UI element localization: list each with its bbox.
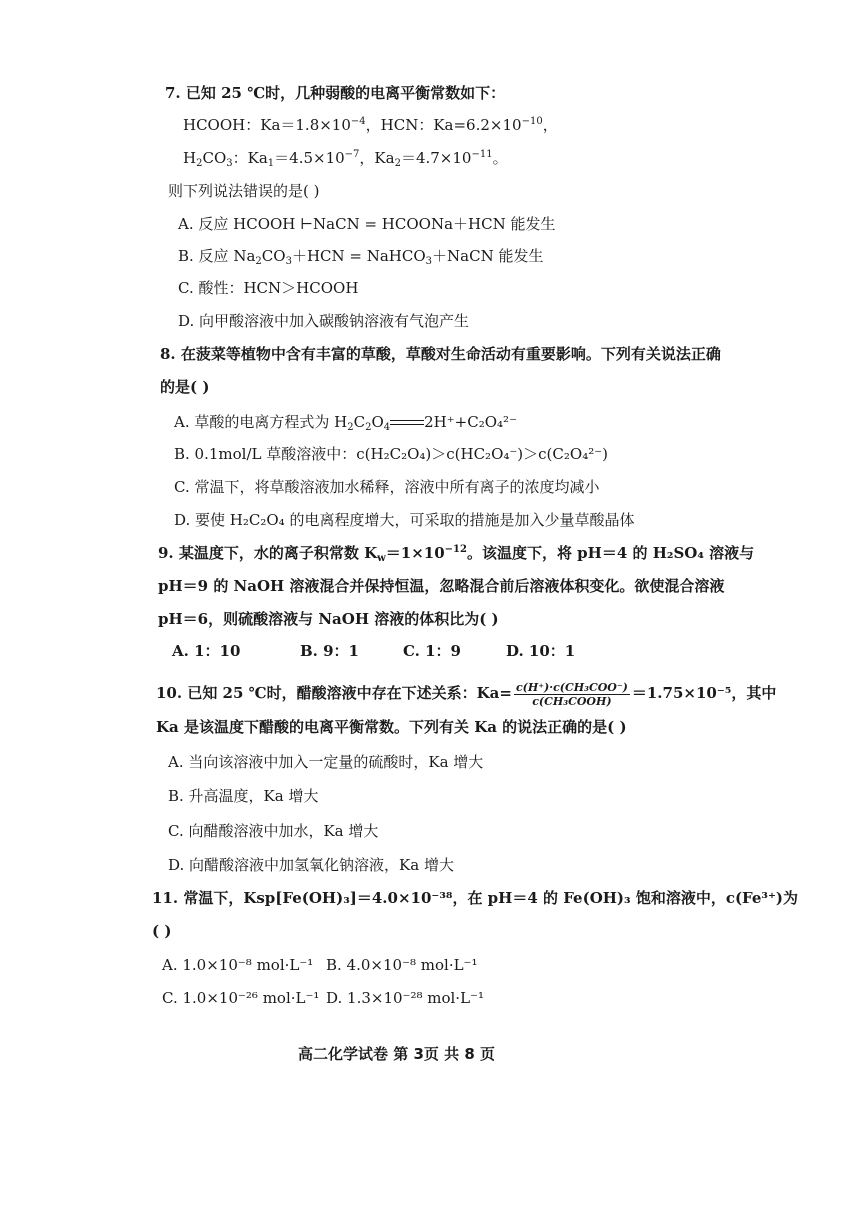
q8-option-a: A. 草酸的电离方程式为 $H_2C_2O_4$ 2H⁺+C₂O₄²⁻ (174, 413, 517, 433)
q7-option-d: D. 向甲酸溶液中加入碳酸钠溶液有气泡产生 (178, 312, 470, 330)
q9-stem-line3: pH＝6，则硫酸溶液与 NaOH 溶液的体积比为( ) (158, 610, 499, 628)
q7-question: 则下列说法错误的是( ) (168, 182, 320, 200)
q11-option-a: A. 1.0×10⁻⁸ mol·L⁻¹ (162, 956, 314, 974)
q7-stem: 7. 已知 25 ℃时，几种弱酸的电离平衡常数如下： (165, 84, 506, 102)
ka-fraction: $\frac{\text{c(H⁺)·c(CH₃COO⁻)}}{\text{c(CH₃COOH)}}$ (515, 680, 628, 708)
q9-stem-line2: pH＝9 的 NaOH 溶液混合并保持恒温，忽略混合前后溶液体积变化。欲使混合溶液 (158, 577, 725, 595)
q9-option-a: A. 1：10 (172, 642, 241, 660)
q10-option-c: C. 向醋酸溶液中加水，Ka 增大 (168, 822, 379, 840)
q7-option-c: C. 酸性：HCN＞HCOOH (178, 279, 359, 297)
q8-option-b: B. 0.1mol/L 草酸溶液中：c(H₂C₂O₄)＞c(HC₂O₄⁻)＞c(C₂O₄²⁻) (174, 445, 608, 463)
q9-option-c: C. 1：9 (403, 642, 461, 660)
q8-stem-line2: 的是( ) (160, 378, 210, 396)
q11-stem-line1: 11. 常温下，Ksp[Fe(OH)₃]＝4.0×10⁻³⁸，在 pH＝4 的 Fe(OH)₃ 饱和溶液中，c(Fe³⁺)为 (152, 889, 799, 907)
q10-option-a: A. 当向该溶液中加入一定量的硫酸时，Ka 增大 (168, 753, 484, 771)
q9-option-b: B. 9：1 (300, 642, 359, 660)
q8-option-c: C. 常温下，将草酸溶液加水稀释，溶液中所有离子的浓度均减小 (174, 478, 600, 496)
q11-option-b: B. 4.0×10⁻⁸ mol·L⁻¹ (326, 956, 478, 974)
q9-stem-line1: 9. 某温度下，水的离子积常数 $K_w=1\times 10^{-12}$。该温度下，将 pH＝4 的 H₂SO₄ 溶液与 (158, 544, 755, 564)
q11-option-d: D. 1.3×10⁻²⁸ mol·L⁻¹ (326, 989, 484, 1007)
q10-stem-line2: Ka 是该温度下醋酸的电离平衡常数。下列有关 Ka 的说法正确的是( ) (156, 718, 627, 736)
q8-stem-line1: 8. 在菠菜等植物中含有丰富的草酸，草酸对生命活动有重要影响。下列有关说法正确 (160, 345, 721, 363)
q7-option-b: B. 反应 $Na_2CO_3+HCN$ = NaHCO$_3$＋NaCN 能发生 (178, 247, 544, 267)
equilibrium-arrow-icon (390, 418, 424, 428)
q7-constants-line2: $H_2CO_3$：$Ka_1=4.5\times 10^{-7}$，$Ka_2=4.7\times 10^{-11}$。 (183, 149, 508, 169)
q10-option-b: B. 升高温度，Ka 增大 (168, 787, 319, 805)
q10-stem-line1: 10. 已知 25 ℃时，醋酸溶液中存在下述关系：Ka= $\frac{\text{c(H⁺)·c(CH₃COO⁻)}}{\text{c(CH₃COOH)}}$ ＝1.75×10⁻⁵，其中 (156, 680, 777, 708)
q9-option-d: D. 10：1 (506, 642, 576, 660)
q11-option-c: C. 1.0×10⁻²⁶ mol·L⁻¹ (162, 989, 320, 1007)
q11-stem-line2: ( ) (152, 922, 172, 940)
page-footer: 高二化学试卷 第 3页 共 8 页 (298, 1045, 495, 1063)
q7-constants-line1: HCOOH：$Ka=1.8\times 10^{-4}$，HCN：$Ka=6.2\times 10^{-10}$， (183, 116, 558, 134)
q7-option-a: A. 反应 HCOOH ⊢NaCN = HCOONa＋HCN 能发生 (178, 215, 556, 233)
q10-option-d: D. 向醋酸溶液中加氢氧化钠溶液，Ka 增大 (168, 856, 454, 874)
q8-option-d: D. 要使 H₂C₂O₄ 的电离程度增大，可采取的措施是加入少量草酸晶体 (174, 511, 635, 529)
